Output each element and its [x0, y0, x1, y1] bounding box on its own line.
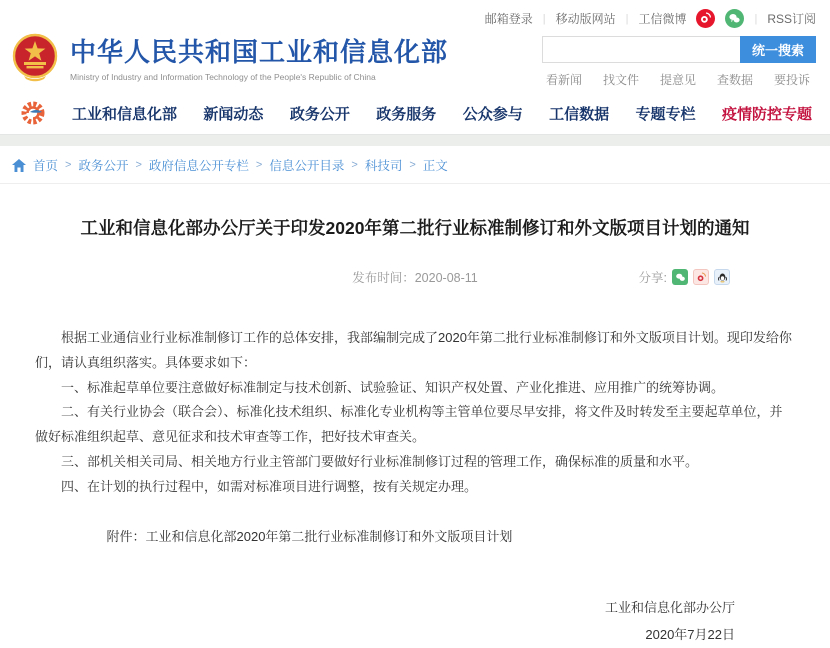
quick-link-data[interactable]: 查数据	[716, 73, 753, 87]
sign-date: 2020年7月22日	[645, 627, 735, 643]
publish-time: 发布时间：2020-08-11	[352, 271, 478, 286]
weibo-icon[interactable]	[696, 9, 715, 28]
breadcrumb-separator: >	[409, 159, 416, 171]
rss-link[interactable]: RSS订阅	[767, 12, 816, 26]
main-nav	[0, 94, 830, 134]
nav-item-news[interactable]: 新闻动态	[203, 105, 264, 123]
quick-link-news[interactable]: 看新闻	[546, 73, 583, 87]
share-qq-icon[interactable]	[714, 269, 730, 285]
breadcrumb-separator: >	[351, 159, 358, 171]
share-label: 分享:	[638, 271, 667, 286]
nav-item-topics[interactable]: 专题专栏	[635, 105, 696, 123]
nav-item-miit[interactable]: 工业和信息化部	[72, 105, 178, 123]
article-title: 工业和信息化部办公厅关于印发2020年第二批行业标准制修订和外文版项目计划的通知	[80, 218, 750, 238]
breadcrumb-separator: >	[65, 159, 72, 171]
breadcrumb-home[interactable]: 首页	[33, 159, 59, 173]
national-emblem-icon	[10, 32, 60, 82]
article-body	[35, 326, 795, 499]
site-subtitle: Ministry of Industry and Information Technology of the People's Republic of China	[70, 72, 376, 82]
divider: |	[542, 12, 546, 25]
top-utility-bar	[0, 0, 830, 30]
paragraph: 二、有关行业协会（联合会）、标准化技术组织、标准化专业机构等主管单位要尽早安排，将文件及时转发至主要起草单位，并做好标准组织起草、意见征求和技术审查等工作，把好技术审查关。	[35, 404, 783, 445]
quick-link-files[interactable]: 找文件	[602, 73, 639, 87]
divider: |	[754, 12, 758, 25]
breadcrumb-separator: >	[255, 159, 263, 171]
paragraph: 三、部机关相关司局、相关地方行业主管部门要做好行业标准制修订过程的管理工作，确保标准的质量和水平。	[61, 453, 699, 469]
quick-link-complain[interactable]: 要投诉	[773, 73, 810, 87]
article	[0, 212, 830, 648]
miit-gear-logo-icon	[20, 100, 46, 126]
site-title: 中华人民共和国工业和信息化部	[70, 37, 449, 67]
mobile-site-link[interactable]: 移动版网站	[555, 12, 616, 26]
breadcrumb-info-catalog[interactable]: 信息公开目录	[269, 159, 345, 173]
breadcrumb-current: 正文	[422, 159, 448, 173]
nav-items	[72, 103, 812, 124]
site-header	[0, 30, 830, 94]
signature-block	[35, 594, 795, 648]
divider: |	[625, 12, 629, 25]
header-divider-band	[0, 134, 830, 146]
breadcrumb-gov-open[interactable]: 政务公开	[78, 159, 129, 173]
breadcrumb-dept[interactable]: 科技司	[364, 159, 403, 173]
nav-item-gov-open[interactable]: 政务公开	[289, 105, 350, 123]
signer-name: 工业和信息化部办公厅	[604, 599, 735, 615]
nav-item-participation[interactable]: 公众参与	[462, 105, 523, 123]
nav-item-epidemic[interactable]: 疫情防控专题	[721, 105, 812, 123]
quick-link-suggest[interactable]: 提意见	[659, 73, 696, 87]
mail-login-link[interactable]: 邮箱登录	[484, 12, 533, 26]
paragraph: 根据工业通信业行业标准制修订工作的总体安排，我部编制完成了2020年第二批行业标准制修订和外文版项目计划。现印发给你们，请认真组织落实。具体要求如下：	[35, 330, 792, 371]
paragraph: 一、标准起草单位要注意做好标准制定与技术创新、试验验证、知识产权处置、产业化推进、应用推广的统筹协调。	[61, 379, 725, 395]
home-icon[interactable]	[12, 159, 26, 172]
search-input[interactable]	[542, 36, 740, 63]
article-meta	[35, 268, 795, 288]
brand-block[interactable]	[10, 32, 448, 82]
quick-links	[542, 63, 816, 88]
brand-text	[70, 32, 448, 82]
share-wechat-icon[interactable]	[672, 269, 688, 285]
weibo-account-link[interactable]: 工信微博	[638, 12, 687, 26]
breadcrumb-separator: >	[135, 159, 142, 171]
wechat-icon[interactable]	[725, 9, 744, 28]
breadcrumb	[0, 146, 830, 184]
breadcrumb-info-column[interactable]: 政府信息公开专栏	[148, 159, 249, 173]
search-block	[542, 36, 816, 88]
nav-item-gov-service[interactable]: 政务服务	[376, 105, 437, 123]
share-weibo-icon[interactable]	[693, 269, 709, 285]
attachment-link[interactable]: 附件：工业和信息化部2020年第二批行业标准制修订和外文版项目计划	[106, 529, 513, 545]
share-bar	[639, 268, 730, 286]
paragraph: 四、在计划的执行过程中，如需对标准项目进行调整，按有关规定办理。	[61, 478, 478, 494]
nav-item-data[interactable]: 工信数据	[549, 105, 610, 123]
unified-search-button[interactable]: 统一搜索	[740, 36, 816, 63]
